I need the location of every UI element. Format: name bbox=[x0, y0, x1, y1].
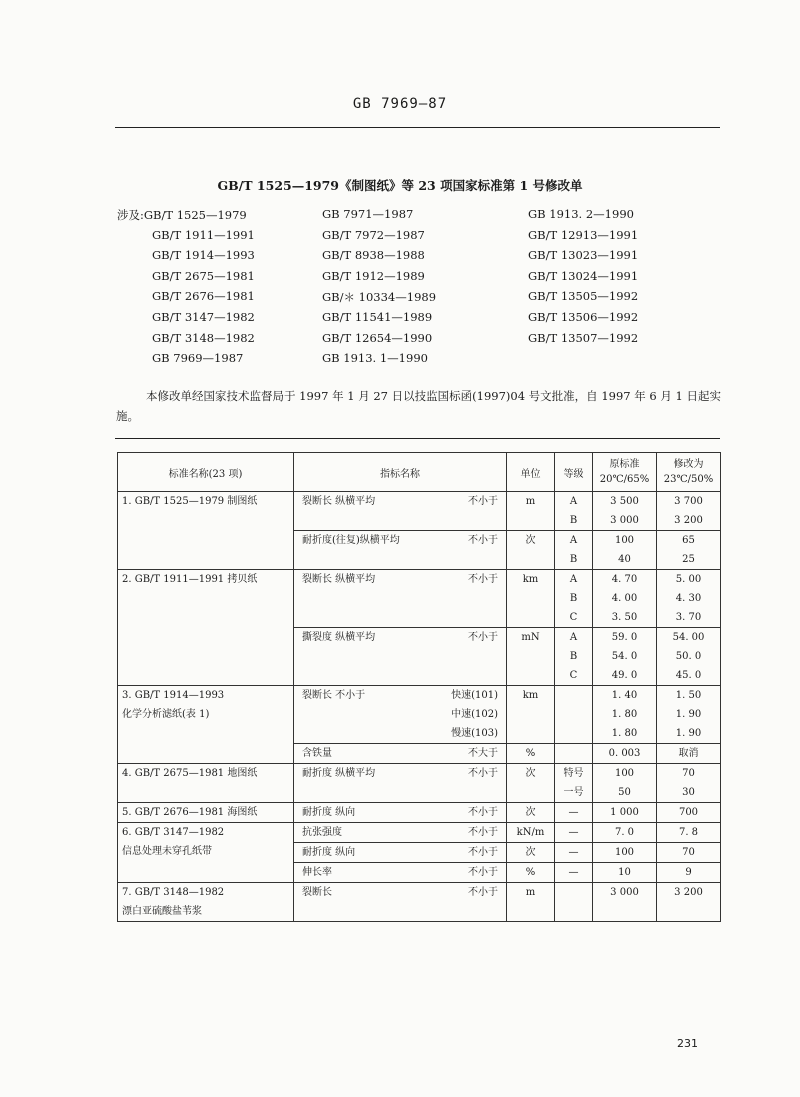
indicator-line bbox=[294, 511, 506, 530]
header-revised-condition: 23℃/50% bbox=[663, 474, 714, 485]
original-value-cell bbox=[593, 570, 657, 628]
revised-value-cell bbox=[657, 686, 721, 744]
standard-name-cell bbox=[118, 883, 294, 922]
grade-value: 特号 bbox=[563, 768, 584, 779]
indicator-line bbox=[294, 570, 506, 589]
indicator-name: 撕裂度 纵横平均 bbox=[302, 632, 376, 643]
revised-value: 25 bbox=[682, 554, 695, 565]
unit-cell bbox=[507, 883, 555, 922]
table-row bbox=[118, 823, 721, 843]
standard-name-cell bbox=[118, 764, 294, 803]
unit-cell bbox=[507, 492, 555, 531]
standard-name: 6. GB/T 3147—1982 bbox=[122, 827, 225, 838]
table-row bbox=[118, 492, 721, 531]
standard-code: GB/T 1911—1991 bbox=[152, 227, 255, 242]
indicator-name: 伸长率 bbox=[302, 867, 332, 878]
standard-name: 5. GB/T 2676—1981 海图纸 bbox=[122, 807, 258, 818]
header-revised-label: 修改为 bbox=[673, 459, 704, 470]
grade-cell bbox=[555, 883, 593, 922]
grade-value bbox=[555, 724, 592, 743]
indicator-line bbox=[294, 705, 506, 724]
amendment-table bbox=[117, 452, 721, 922]
revised-value-cell bbox=[657, 803, 721, 823]
grade-value bbox=[555, 686, 592, 705]
grade-value: C bbox=[569, 612, 578, 623]
indicator-name: 耐折度 纵向 bbox=[302, 847, 356, 858]
standard-code: GB/T 13506—1992 bbox=[528, 310, 639, 324]
indicator-line bbox=[294, 724, 506, 743]
grade-value: A bbox=[569, 574, 578, 585]
original-value: 3. 50 bbox=[611, 612, 638, 623]
grade-value: B bbox=[569, 515, 578, 526]
revised-value-cell bbox=[657, 570, 721, 628]
revised-value: 3 200 bbox=[674, 515, 703, 526]
indicator-name: 裂断长 不小于 bbox=[302, 690, 366, 701]
standard-name: 7. GB/T 3148—1982 bbox=[122, 887, 225, 898]
indicator-cell bbox=[294, 803, 507, 823]
unit-value bbox=[507, 608, 554, 627]
indicator-line bbox=[294, 628, 506, 647]
indicator-line bbox=[294, 608, 506, 627]
revised-value: 3. 70 bbox=[675, 612, 702, 623]
original-value: 1. 80 bbox=[611, 709, 638, 720]
standard-name: 漂白亚硫酸盐苇浆 bbox=[122, 906, 202, 917]
grade-value: — bbox=[568, 827, 579, 838]
revised-value: 700 bbox=[678, 807, 699, 818]
original-value: 100 bbox=[614, 535, 635, 546]
grade-value: 一号 bbox=[563, 787, 584, 798]
unit-value: 次 bbox=[525, 807, 536, 818]
original-value-cell bbox=[593, 843, 657, 863]
grade-value: A bbox=[569, 535, 578, 546]
indicator-line bbox=[294, 666, 506, 685]
standard-name-cell bbox=[118, 492, 294, 570]
unit-value bbox=[507, 666, 554, 685]
indicator-cell bbox=[294, 531, 507, 570]
indicator-cell bbox=[294, 764, 507, 803]
revised-value: 70 bbox=[682, 768, 695, 779]
grade-value: B bbox=[569, 554, 578, 565]
unit-cell bbox=[507, 531, 555, 570]
original-value: 3 000 bbox=[610, 515, 639, 526]
unit-value bbox=[507, 511, 554, 530]
revised-value: 3 200 bbox=[674, 887, 703, 898]
original-value: 7. 0 bbox=[614, 827, 635, 838]
indicator-limit: 不小于 bbox=[468, 807, 498, 818]
indicator-limit: 中速(102) bbox=[451, 709, 498, 720]
indicator-name: 裂断长 bbox=[302, 887, 332, 898]
unit-value bbox=[507, 589, 554, 608]
standard-code: GB/T 3148—1982 bbox=[152, 330, 255, 345]
standard-code: GB 7969—1987 bbox=[152, 351, 244, 366]
indicator-line bbox=[294, 686, 506, 705]
table-row bbox=[118, 764, 721, 803]
grade-cell bbox=[555, 744, 593, 764]
grade-cell bbox=[555, 686, 593, 744]
standard-name: 2. GB/T 1911—1991 拷贝纸 bbox=[122, 574, 258, 585]
revised-value: 9 bbox=[685, 867, 692, 878]
unit-value: kN/m bbox=[516, 827, 545, 838]
standard-name: 3. GB/T 1914—1993 bbox=[122, 690, 225, 701]
unit-cell bbox=[507, 764, 555, 803]
unit-value: km bbox=[522, 690, 539, 701]
revised-value: 5. 00 bbox=[675, 574, 702, 585]
standard-code: GB/＊ 10334—1989 bbox=[322, 290, 437, 305]
grade-value: — bbox=[568, 847, 579, 858]
original-value: 100 bbox=[614, 847, 635, 858]
unit-cell bbox=[507, 628, 555, 686]
approval-notice: 本修改单经国家技术监督局于 1997 年 1 月 27 日以技监国标函(1997)04 号文批准，自 1997 年 6 月 1 日起实施。 bbox=[116, 389, 722, 423]
indicator-cell bbox=[294, 686, 507, 744]
standard-code: GB/T 2676—1981 bbox=[152, 289, 255, 304]
unit-value bbox=[507, 783, 554, 802]
grade-value: — bbox=[568, 867, 579, 878]
indicator-limit: 慢速(103) bbox=[451, 728, 498, 739]
grade-value bbox=[555, 744, 592, 763]
unit-cell bbox=[507, 803, 555, 823]
original-value-cell bbox=[593, 863, 657, 883]
indicator-limit: 不小于 bbox=[468, 574, 498, 585]
indicator-name: 耐折度 纵横平均 bbox=[302, 768, 376, 779]
grade-value: A bbox=[569, 632, 578, 643]
standard-name: 化学分析滤纸(表 1) bbox=[122, 709, 210, 720]
revised-value: 1. 50 bbox=[675, 690, 702, 701]
revised-value: 54. 00 bbox=[672, 632, 705, 643]
revised-value-cell bbox=[657, 764, 721, 803]
original-value: 49. 0 bbox=[611, 670, 638, 681]
revised-value: 1. 90 bbox=[675, 728, 702, 739]
revised-value: 70 bbox=[682, 847, 695, 858]
grade-cell bbox=[555, 570, 593, 628]
original-value: 3 000 bbox=[610, 887, 639, 898]
standard-name-cell bbox=[118, 686, 294, 764]
standard-code: GB/T 13023—1991 bbox=[528, 248, 639, 263]
revised-value: 7. 8 bbox=[678, 827, 699, 838]
indicator-line bbox=[294, 589, 506, 608]
unit-value bbox=[507, 550, 554, 569]
table-row bbox=[118, 570, 721, 628]
header-indicator: 指标名称 bbox=[294, 453, 507, 492]
indicator-line bbox=[294, 843, 506, 862]
indicator-limit: 不小于 bbox=[468, 496, 498, 507]
standard-code: GB/T 13505—1992 bbox=[528, 289, 639, 304]
revised-value: 50. 0 bbox=[675, 651, 702, 662]
unit-value bbox=[507, 724, 554, 743]
unit-cell bbox=[507, 823, 555, 843]
unit-value: % bbox=[525, 748, 536, 759]
indicator-limit: 不小于 bbox=[468, 632, 498, 643]
document-header: GB 7969—87 bbox=[352, 96, 448, 112]
grade-value: — bbox=[568, 807, 579, 818]
table-row bbox=[118, 803, 721, 823]
indicator-cell bbox=[294, 863, 507, 883]
indicator-cell bbox=[294, 628, 507, 686]
table-header-row bbox=[118, 453, 721, 492]
revised-value-cell bbox=[657, 823, 721, 843]
table-row bbox=[118, 883, 721, 922]
unit-value bbox=[507, 647, 554, 666]
unit-value: 次 bbox=[525, 768, 536, 779]
header-original-label: 原标准 bbox=[609, 459, 640, 470]
header-rule bbox=[115, 127, 720, 128]
original-value-cell bbox=[593, 883, 657, 922]
standard-code: GB/T 8938—1988 bbox=[322, 248, 425, 263]
indicator-name: 抗张强度 bbox=[302, 827, 342, 838]
indicator-line bbox=[294, 647, 506, 666]
revised-value: 4. 30 bbox=[675, 593, 702, 604]
indicator-line bbox=[294, 863, 506, 882]
table-row bbox=[118, 686, 721, 744]
standard-code: GB/T 2675—1981 bbox=[152, 268, 255, 283]
standard-name: 信息处理未穿孔纸带 bbox=[122, 846, 212, 857]
revised-value-cell bbox=[657, 744, 721, 764]
standard-code: GB 7971—1987 bbox=[322, 207, 414, 221]
unit-cell bbox=[507, 843, 555, 863]
revised-value: 取消 bbox=[678, 748, 699, 759]
standard-code: GB/T 13024—1991 bbox=[528, 268, 639, 283]
standard-code: GB/T 12913—1991 bbox=[528, 227, 639, 242]
indicator-line bbox=[294, 883, 506, 902]
grade-cell bbox=[555, 823, 593, 843]
original-value-cell bbox=[593, 492, 657, 531]
original-value-cell bbox=[593, 628, 657, 686]
grade-cell bbox=[555, 492, 593, 531]
standard-code: GB 1913. 1—1990 bbox=[322, 351, 428, 366]
indicator-line bbox=[294, 550, 506, 569]
indicator-line bbox=[294, 803, 506, 822]
indicator-line bbox=[294, 764, 506, 783]
indicator-cell bbox=[294, 492, 507, 531]
standard-code: GB/T 7972—1987 bbox=[322, 227, 425, 242]
unit-value: m bbox=[525, 496, 536, 507]
indicator-cell bbox=[294, 823, 507, 843]
grade-cell bbox=[555, 628, 593, 686]
grade-cell bbox=[555, 803, 593, 823]
original-value-cell bbox=[593, 744, 657, 764]
original-value-cell bbox=[593, 531, 657, 570]
original-value: 3 500 bbox=[610, 496, 639, 507]
standard-code: GB/T 11541—1989 bbox=[322, 310, 433, 324]
indicator-limit: 不小于 bbox=[468, 768, 498, 779]
original-value: 50 bbox=[618, 787, 631, 798]
grade-value: B bbox=[569, 593, 578, 604]
grade-value bbox=[555, 883, 592, 902]
unit-cell bbox=[507, 686, 555, 744]
indicator-limit: 不小于 bbox=[468, 847, 498, 858]
original-value-cell bbox=[593, 686, 657, 744]
unit-value: 次 bbox=[525, 847, 536, 858]
grade-value: C bbox=[569, 670, 578, 681]
original-value: 100 bbox=[614, 768, 635, 779]
revised-value-cell bbox=[657, 863, 721, 883]
original-value: 4. 70 bbox=[611, 574, 638, 585]
grade-value bbox=[555, 705, 592, 724]
indicator-cell bbox=[294, 744, 507, 764]
standard-code: GB/T 13507—1992 bbox=[528, 330, 639, 345]
unit-value: mN bbox=[521, 632, 540, 643]
unit-value: 次 bbox=[525, 535, 536, 546]
original-value: 59. 0 bbox=[611, 632, 638, 643]
revised-value-cell bbox=[657, 883, 721, 922]
indicator-line bbox=[294, 823, 506, 842]
section-rule bbox=[115, 438, 720, 439]
indicator-line bbox=[294, 744, 506, 763]
indicator-limit: 不小于 bbox=[468, 827, 498, 838]
standard-code: 涉及:GB/T 1525—1979 bbox=[117, 208, 247, 222]
original-value: 4. 00 bbox=[611, 593, 638, 604]
grade-value: A bbox=[569, 496, 578, 507]
header-original bbox=[593, 453, 657, 492]
header-unit: 单位 bbox=[507, 453, 555, 492]
revised-value: 45. 0 bbox=[675, 670, 702, 681]
revised-value-cell bbox=[657, 628, 721, 686]
indicator-name: 裂断长 纵横平均 bbox=[302, 574, 376, 585]
standard-code: GB/T 1912—1989 bbox=[322, 268, 425, 283]
unit-value: m bbox=[525, 887, 536, 898]
header-grade: 等级 bbox=[555, 453, 593, 492]
original-value-cell bbox=[593, 803, 657, 823]
unit-cell bbox=[507, 744, 555, 764]
revised-value-cell bbox=[657, 492, 721, 531]
indicator-name: 裂断长 纵横平均 bbox=[302, 496, 376, 507]
revised-value-cell bbox=[657, 531, 721, 570]
grade-cell bbox=[555, 764, 593, 803]
grade-cell bbox=[555, 863, 593, 883]
original-value: 1. 40 bbox=[611, 690, 638, 701]
indicator-name: 含铁量 bbox=[302, 748, 332, 759]
indicator-line bbox=[294, 531, 506, 550]
page-number: 231 bbox=[677, 1037, 698, 1050]
original-value: 1. 80 bbox=[611, 728, 638, 739]
original-value-cell bbox=[593, 823, 657, 843]
header-original-condition: 20℃/65% bbox=[599, 474, 650, 485]
original-value-cell bbox=[593, 764, 657, 803]
standard-name: 4. GB/T 2675—1981 地图纸 bbox=[122, 768, 258, 779]
revised-value: 1. 90 bbox=[675, 709, 702, 720]
original-value: 0. 003 bbox=[608, 748, 641, 759]
standard-code: GB 1913. 2—1990 bbox=[528, 207, 634, 221]
revised-value: 30 bbox=[682, 787, 695, 798]
revised-value-cell bbox=[657, 843, 721, 863]
standard-name-cell bbox=[118, 570, 294, 686]
indicator-limit: 不大于 bbox=[468, 748, 498, 759]
indicator-name: 耐折度 纵向 bbox=[302, 807, 356, 818]
revised-value: 65 bbox=[682, 535, 695, 546]
indicator-name: 耐折度(往复)纵横平均 bbox=[302, 535, 400, 546]
document-title: GB/T 1525—1979《制图纸》等 23 项国家标准第 1 号修改单 bbox=[217, 178, 583, 193]
revised-value: 3 700 bbox=[674, 496, 703, 507]
unit-value: km bbox=[522, 574, 539, 585]
standard-code: GB/T 3147—1982 bbox=[152, 310, 255, 324]
unit-value: % bbox=[525, 867, 536, 878]
unit-cell bbox=[507, 570, 555, 628]
standard-name-cell bbox=[118, 803, 294, 823]
standard-code: GB/T 1914—1993 bbox=[152, 248, 255, 263]
original-value: 40 bbox=[618, 554, 631, 565]
indicator-cell bbox=[294, 883, 507, 922]
indicator-line bbox=[294, 783, 506, 802]
grade-cell bbox=[555, 843, 593, 863]
indicator-limit: 快速(101) bbox=[451, 690, 498, 701]
indicator-cell bbox=[294, 570, 507, 628]
original-value: 54. 0 bbox=[611, 651, 638, 662]
grade-value: B bbox=[569, 651, 578, 662]
header-revised bbox=[657, 453, 721, 492]
indicator-cell bbox=[294, 843, 507, 863]
unit-value bbox=[507, 705, 554, 724]
original-value: 1 000 bbox=[610, 807, 639, 818]
original-value: 10 bbox=[618, 867, 631, 878]
standard-name: 1. GB/T 1525—1979 制图纸 bbox=[122, 496, 258, 507]
standard-code: GB/T 12654—1990 bbox=[322, 330, 433, 345]
indicator-limit: 不小于 bbox=[468, 867, 498, 878]
unit-cell bbox=[507, 863, 555, 883]
indicator-limit: 不小于 bbox=[468, 887, 498, 898]
indicator-line bbox=[294, 492, 506, 511]
indicator-limit: 不小于 bbox=[468, 535, 498, 546]
grade-cell bbox=[555, 531, 593, 570]
standard-name-cell bbox=[118, 823, 294, 883]
header-standard-name: 标准名称(23 项) bbox=[118, 453, 294, 492]
